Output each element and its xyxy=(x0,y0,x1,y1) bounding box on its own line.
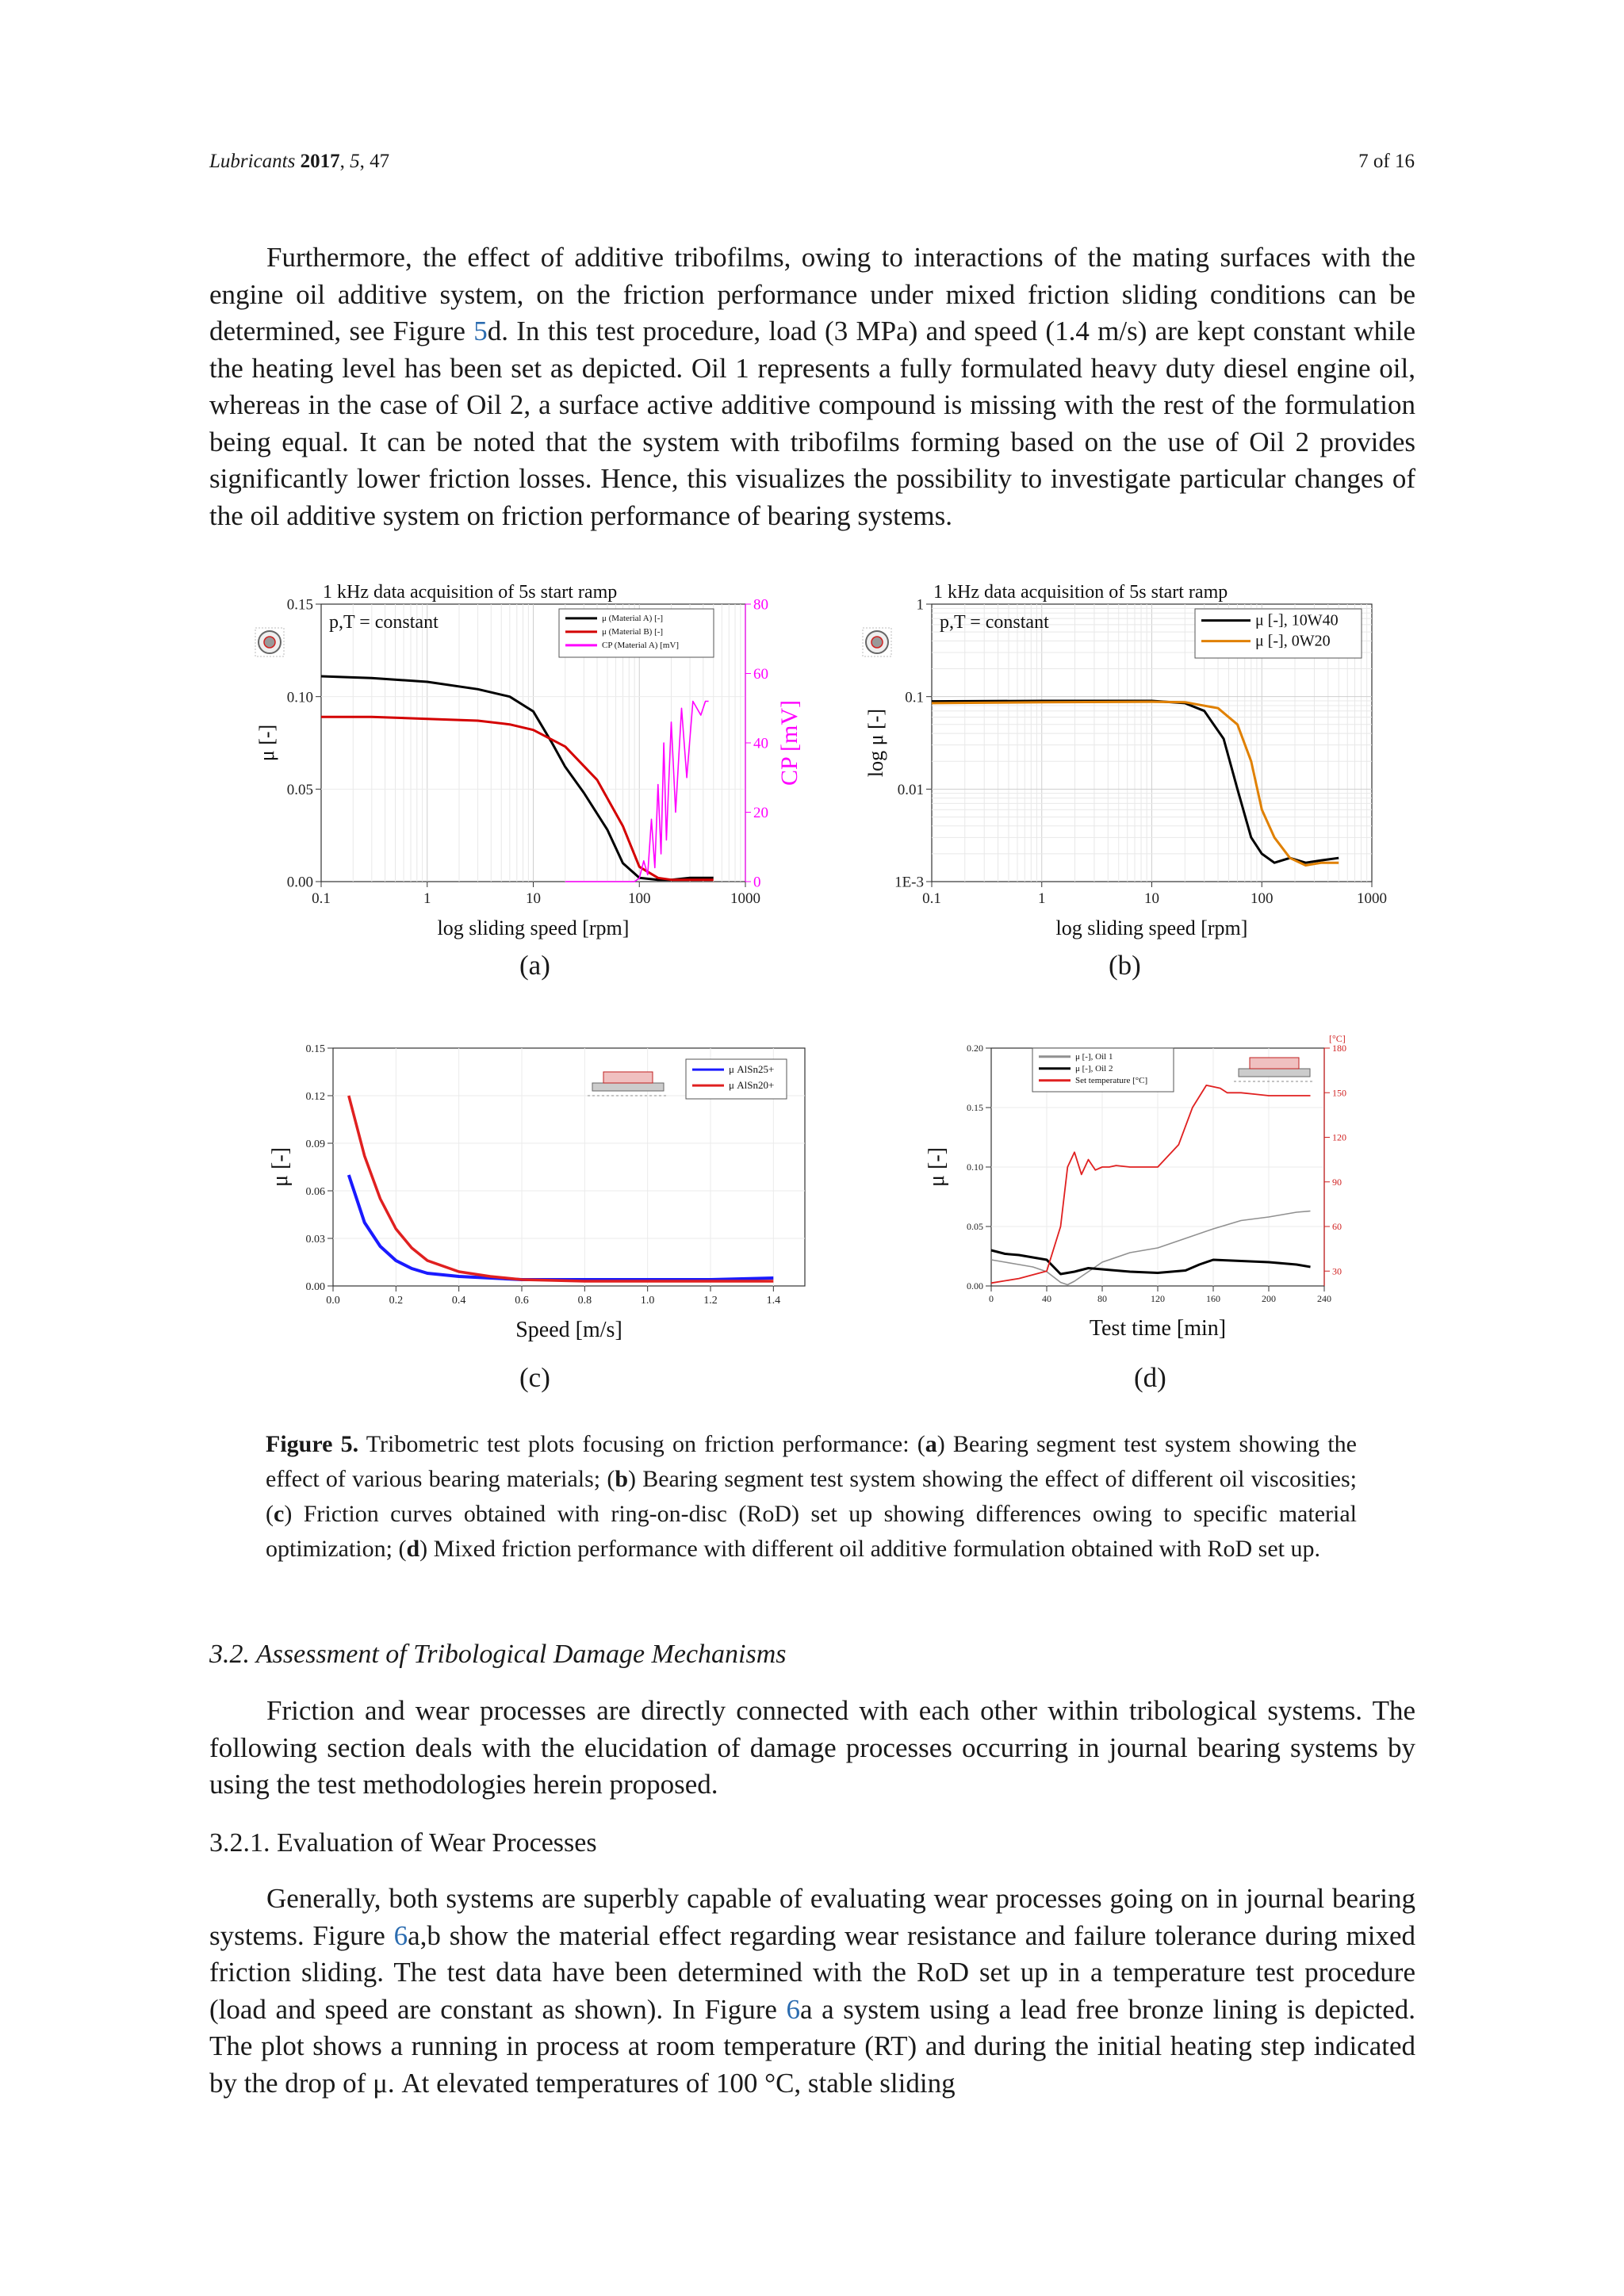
page-header xyxy=(209,151,1415,173)
chart-title: 1 kHz data acquisition of 5s start ramp xyxy=(933,582,1228,603)
y-tick-label: 0.00 xyxy=(286,874,313,891)
x-tick-label: 0.1 xyxy=(922,890,941,907)
x-tick-label: 0.8 xyxy=(577,1295,592,1307)
y-tick-label: 1 xyxy=(916,596,924,614)
legend-label: Set temperature [°C] xyxy=(1075,1076,1148,1085)
legend-label: μ (Material B) [-] xyxy=(602,627,664,637)
y-tick-label: 0.00 xyxy=(967,1280,983,1292)
legend-label: μ (Material A) [-] xyxy=(602,614,664,624)
x-axis-label: log sliding speed [rpm] xyxy=(1055,916,1248,939)
y-tick-label: 0.10 xyxy=(286,689,313,706)
paragraph-3-2-1: Generally, both systems are superbly capable of evaluating wear processes going on in journal bearing systems. Figure 6a,b show the material effect regarding wear resistance and failure tolerance during mixed friction sliding. The test data have been determined with the RoD set up in a temperature test procedure (load and speed are constant as shown). In Figure 6a a system using a lead free bronze lining is depicted. The plot shows a running in process at room temperature (RT) and during the initial heating step indicated by the drop of μ. At elevated temperatures of 100 °C, stable sliding xyxy=(209,1883,1416,2099)
y2-tick-label: 90 xyxy=(1332,1176,1342,1188)
y-tick-label: 0.20 xyxy=(967,1043,983,1054)
x-tick-label: 1.0 xyxy=(640,1295,655,1307)
y2-tick-label: 60 xyxy=(753,666,768,683)
legend-label: μ [-], 0W20 xyxy=(1255,632,1331,650)
legend-label: μ [-], Oil 2 xyxy=(1075,1064,1113,1073)
x-tick-label: 0.0 xyxy=(326,1295,340,1307)
sub-label-d: (d) xyxy=(1134,1362,1166,1393)
legend-label: μ AlSn20+ xyxy=(729,1079,775,1091)
ring-on-disc-icon-ring xyxy=(1250,1058,1299,1069)
ring-on-disc-icon-ring xyxy=(603,1072,653,1083)
paragraph-3-2: Friction and wear processes are directly connected with each other within tribological systems. The following section deals with the elucidation of damage processes occurring in journal bearing systems by using the test methodologies herein proposed. xyxy=(209,1695,1415,1800)
x-axis-label: Test time [min] xyxy=(1089,1316,1227,1341)
x-tick-label: 1 xyxy=(423,890,431,907)
ring-on-disc-icon xyxy=(592,1083,664,1091)
x-tick-label: 0.6 xyxy=(515,1295,529,1307)
x-tick-label: 1.2 xyxy=(703,1295,718,1307)
x-tick-label: 40 xyxy=(1042,1293,1051,1304)
x-tick-label: 10 xyxy=(526,890,541,907)
chart-c xyxy=(266,1031,821,1348)
y-tick-label: 0.06 xyxy=(305,1185,325,1198)
paragraph-intro: Furthermore, the effect of additive tribofilms, owing to interactions of the mating surfaces with the engine oil additive system, on the friction performance under mixed friction sliding conditions can be determined, see Figure 5d. In this test procedure, load (3 MPa) and speed (1.4 m/s) are kept constant while the heating level has been set as depicted. Oil 1 represents a fully formulated heavy duty diesel engine oil, whereas in the case of Oil 2, a surface active additive compound is missing with the rest of the formulation being equal. It can be noted that the system with tribofilms forming based on the use of Oil 2 provides significantly lower friction losses. Hence, this visualizes the possibility to investigate particular changes of the oil additive system on friction performance of bearing systems. xyxy=(209,242,1415,531)
y-tick-label: 0.03 xyxy=(305,1233,325,1246)
x-axis-label: Speed [m/s] xyxy=(515,1318,622,1342)
figure-caption: Figure 5. Tribometric test plots focusing on friction performance: (a) Bearing segment test system showing the effect of various bearing materials; (b) Bearing segment test system showing the effect of different oil viscosities; (c) Friction curves obtained with ring-on-disc (RoD) set up showing differences owing to specific material optimization; (d) Mixed friction performance with different oil additive formulation obtained with RoD set up. xyxy=(266,1431,1357,1562)
y2-tick-label: 0 xyxy=(753,874,761,891)
figure-6-link-2[interactable]: 6 xyxy=(786,1993,800,2025)
x-tick-label: 100 xyxy=(1251,890,1274,907)
sub-label-c: (c) xyxy=(519,1362,550,1393)
y-axis-label: μ [-] xyxy=(255,724,278,762)
bearing-icon-shaft xyxy=(264,637,275,648)
x-tick-label: 100 xyxy=(628,890,651,907)
y-tick-label: 0.15 xyxy=(305,1043,325,1055)
y-tick-label: 0.1 xyxy=(905,689,924,706)
chart-a xyxy=(238,572,802,945)
y2-tick-label: 60 xyxy=(1332,1221,1342,1233)
y-tick-label: 1E-3 xyxy=(894,874,924,891)
x-tick-label: 0.1 xyxy=(312,890,331,907)
page-number: 7 of 16 xyxy=(1358,151,1415,172)
section-3-2-title: 3.2. Assessment of Tribological Damage Mechanisms xyxy=(209,1640,787,1669)
x-axis-label: log sliding speed [rpm] xyxy=(437,916,630,939)
chart-d xyxy=(912,1031,1356,1348)
y-tick-label: 0.12 xyxy=(305,1090,325,1103)
y2-tick-label: 80 xyxy=(753,596,768,614)
sub-label-b: (b) xyxy=(1109,950,1141,981)
sub-label-a: (a) xyxy=(519,950,550,981)
y2-axis-label: [°C] xyxy=(1329,1033,1346,1044)
figure-5-link[interactable]: 5 xyxy=(473,316,488,346)
y2-tick-label: 180 xyxy=(1332,1043,1346,1054)
y-tick-label: 0.15 xyxy=(967,1102,983,1114)
y-axis-label: μ [-] xyxy=(268,1147,293,1187)
y-tick-label: 0.15 xyxy=(286,596,313,614)
y-axis-label: μ [-] xyxy=(925,1147,949,1187)
x-tick-label: 1000 xyxy=(1357,890,1387,907)
y-tick-label: 0.09 xyxy=(305,1138,325,1150)
chart-note: p,T = constant xyxy=(329,612,439,633)
y2-tick-label: 20 xyxy=(753,805,768,822)
y-axis-label: log μ [-] xyxy=(864,708,887,778)
legend-label: μ [-], 10W40 xyxy=(1255,611,1339,629)
x-tick-label: 0 xyxy=(989,1293,994,1304)
section-3-2-1-title: 3.2.1. Evaluation of Wear Processes xyxy=(209,1828,597,1858)
chart-c-svg xyxy=(266,1031,821,1348)
x-tick-label: 1000 xyxy=(730,890,760,907)
chart-note: p,T = constant xyxy=(940,612,1049,633)
legend-label: μ AlSn25+ xyxy=(729,1063,775,1075)
y2-tick-label: 40 xyxy=(753,735,768,752)
x-tick-label: 200 xyxy=(1262,1293,1276,1304)
x-tick-label: 10 xyxy=(1144,890,1159,907)
journal-citation: Lubricants 2017, 5, 47 xyxy=(209,151,390,172)
y-tick-label: 0.10 xyxy=(967,1161,983,1173)
x-tick-label: 1.4 xyxy=(766,1295,781,1307)
x-tick-label: 0.4 xyxy=(451,1295,466,1307)
x-tick-label: 120 xyxy=(1151,1293,1165,1304)
legend-label: μ [-], Oil 1 xyxy=(1075,1052,1113,1062)
y2-tick-label: 30 xyxy=(1332,1265,1342,1277)
y2-tick-label: 120 xyxy=(1332,1131,1346,1143)
figure-6-link[interactable]: 6 xyxy=(393,1919,408,1951)
chart-b xyxy=(856,572,1411,945)
legend-label: CP (Material A) [mV] xyxy=(602,641,680,651)
ring-on-disc-icon xyxy=(1239,1069,1310,1077)
x-tick-label: 160 xyxy=(1206,1293,1220,1304)
y-tick-label: 0.01 xyxy=(897,781,924,798)
chart-b-svg xyxy=(856,572,1411,945)
x-tick-label: 240 xyxy=(1317,1293,1331,1304)
chart-title: 1 kHz data acquisition of 5s start ramp xyxy=(323,582,618,603)
bearing-icon-shaft xyxy=(871,637,883,648)
y-tick-label: 0.05 xyxy=(967,1221,983,1233)
y-tick-label: 0.00 xyxy=(305,1280,325,1293)
x-tick-label: 0.2 xyxy=(389,1295,404,1307)
y-tick-label: 0.05 xyxy=(286,781,313,798)
chart-a-svg xyxy=(238,572,802,945)
y2-tick-label: 150 xyxy=(1332,1087,1346,1099)
x-tick-label: 80 xyxy=(1097,1293,1107,1304)
x-tick-label: 1 xyxy=(1038,890,1046,907)
y2-axis-label: CP [mV] xyxy=(776,699,802,786)
chart-d-svg xyxy=(912,1031,1356,1348)
